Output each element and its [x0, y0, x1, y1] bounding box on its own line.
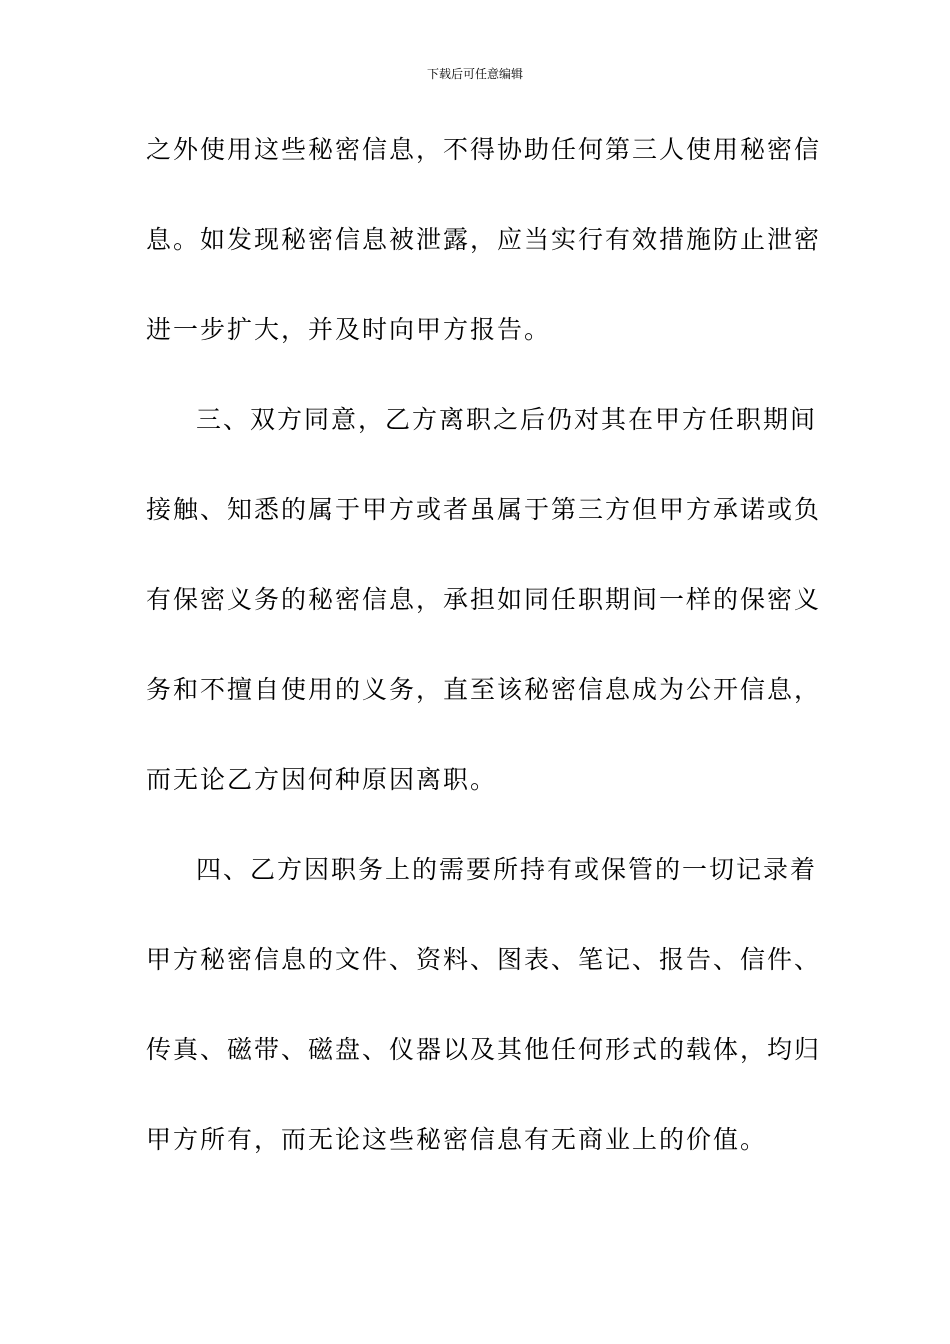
paragraph-three-start: 三、双方同意，乙方离职之后仍对其在甲方任职期间 [196, 405, 818, 434]
text-line: 而无论乙方因何种原因离职。 [146, 765, 498, 794]
paragraph-four-start: 四、乙方因职务上的需要所持有或保管的一切记录着 [196, 855, 818, 884]
text-line: 务和不擅自使用的义务，直至该秘密信息成为公开信息， [146, 675, 822, 704]
text-line: 进一步扩大，并及时向甲方报告。 [146, 315, 552, 344]
text-line: 息。如发现秘密信息被泄露，应当实行有效措施防止泄密 [146, 225, 822, 254]
document-body [146, 127, 822, 1207]
text-line: 甲方所有，而无论这些秘密信息有无商业上的价值。 [146, 1125, 768, 1154]
text-line: 有保密义务的秘密信息，承担如同任职期间一样的保密义 [146, 585, 822, 614]
text-line: 接触、知悉的属于甲方或者虽属于第三方但甲方承诺或负 [146, 495, 822, 524]
page-header: 下载后可任意编辑 [426, 67, 523, 81]
text-line: 传真、磁带、磁盘、仪器以及其他任何形式的载体，均归 [146, 1035, 822, 1064]
text-line: 之外使用这些秘密信息，不得协助任何第三人使用秘密信 [146, 135, 822, 164]
text-line: 甲方秘密信息的文件、资料、图表、笔记、报告、信件、 [146, 945, 822, 974]
